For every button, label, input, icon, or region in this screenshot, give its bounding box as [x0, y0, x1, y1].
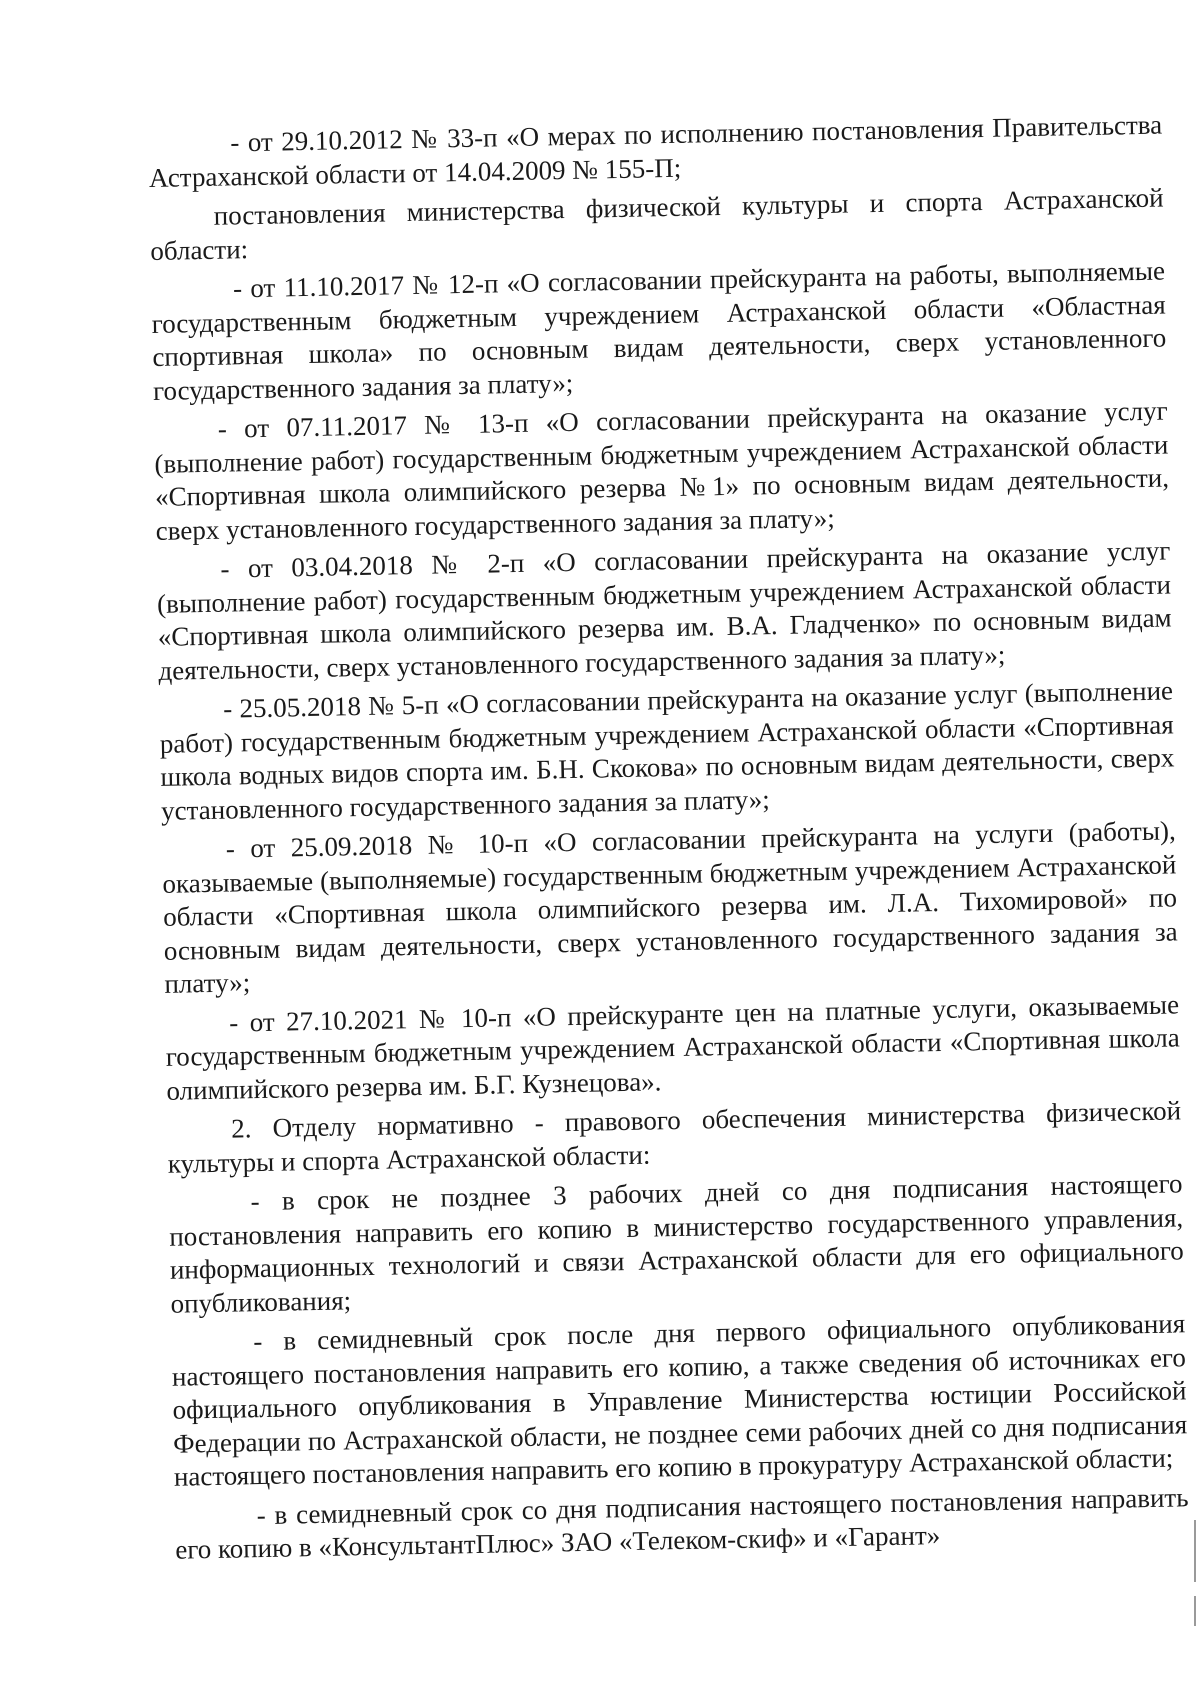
document-page — [148, 109, 1190, 1574]
paragraph-9: 2. Отделу нормативно - правового обеспечения министерства физической культуры и спорта Астраханской области: — [167, 1095, 1182, 1179]
paragraph-3: - от 11.10.2017 № 12-п «О согласовании прейскуранта на работы, выполняемые государственным бюджетным учреждением Астраханской области «Областная спортивная школа» по основным видам деятельности, сверх установленного государственного задания за плату»; — [151, 255, 1167, 406]
paragraph-6: - 25.05.2018 № 5-п «О согласовании прейскуранта на оказание услуг (выполнение работ) государственным бюджетным учреждением Астраханской области «Спортивная школа водных видов спорта им. Б.Н. Скокова» по основным видам деятельности, сверх установленного государственного задания за плату»; — [159, 675, 1175, 826]
paragraph-4: - от 07.11.2017 № 13-п «О согласовании прейскуранта на оказание услуг (выполнение работ) государственным бюджетным учреждением Астраханской области «Спортивная школа олимпийского резерва №1» по основным видам деятельности, сверх установленного государственного задания за плату»; — [154, 395, 1170, 546]
paragraph-11: - в семидневный срок после дня первого официального опубликования настоящего постановления направить его копию, а также сведения об источниках его официального опубликования в Управление Министерства юстиции Российской Федерации по Астраханской области, не позднее семи рабочих дней со дня подписания настоящего постановления направить его копию в прокуратуру Астраханской области; — [171, 1308, 1188, 1492]
paragraph-12: - в семидневный срок со дня подписания настоящего постановления направить его копию в «КонсультантПлюс» ЗАО «Телеком-скиф» и «Гарант» — [175, 1481, 1189, 1565]
scan-edge-mark-upper — [1194, 1520, 1196, 1582]
scan-edge-mark-lower — [1194, 1596, 1196, 1626]
paragraph-8: - от 27.10.2021 № 10-п «О прейскуранте цен на платные услуги, оказываемые государственным бюджетным учреждением Астраханской области «Спортивная школа олимпийского резерва им. Б.Г. Кузнецова». — [165, 988, 1180, 1106]
paragraph-7: - от 25.09.2018 № 10-п «О согласовании прейскуранта на услуги (работы), оказываемые (выполняемые) государственным бюджетным учреждением Астраханской области «Спортивная школа олимпийского резерва им. Л.А. Тихомировой» по основным видам деятельности, сверх установленного государственного задания за плату»; — [162, 815, 1178, 999]
paragraph-5: - от 03.04.2018 № 2-п «О согласовании прейскуранта на оказание услуг (выполнение работ) государственным бюджетным учреждением Астраханской области «Спортивная школа олимпийского резерва им. В.А. Гладченко» по основным видам деятельности, сверх установленного государственного задания за плату»; — [156, 535, 1172, 686]
paragraph-2: постановления министерства физической культуры и спорта Астраханской области: — [150, 182, 1164, 266]
paragraph-10: - в срок не позднее 3 рабочих дней со дня подписания настоящего постановления направить его копию в министерство государственного управления, информационных технологий и связи Астраханской области для его официального опубликования; — [168, 1168, 1185, 1319]
paragraph-1: - от 29.10.2012 № 33-п «О мерах по исполнению постановления Правительства Астраханской области от 14.04.2009 № 155-П; — [148, 109, 1163, 193]
